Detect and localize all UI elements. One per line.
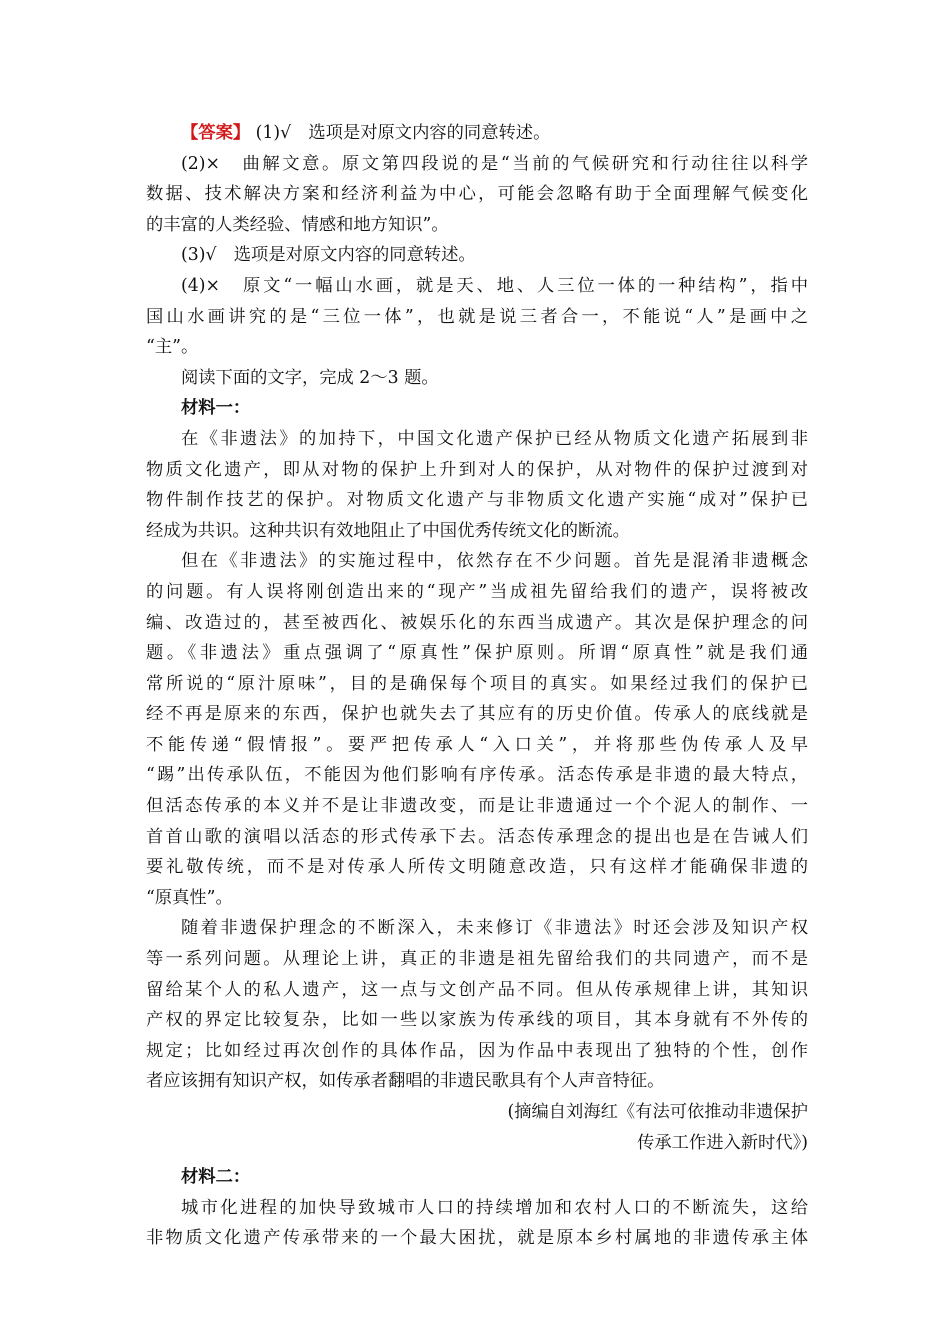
material1-p1-line-3: 物件制作技艺的保护。对物质文化遗产与非物质文化遗产实施“成对”保护已 — [146, 490, 808, 511]
answer-tag: 【答案】 — [181, 123, 251, 143]
material2-p1-line-2: 非物质文化遗产传承带来的一个最大困扰，就是原本乡村属地的非遗传承主体 — [146, 1228, 808, 1249]
material1-p2-line-4: 题。《非遗法》重点强调了“原真性”保护原则。所谓“原真性”就是我们通 — [146, 643, 808, 664]
material1-p3-line-3: 留给某个人的私人遗产，这一点与文创产品不同。但从传承规律上讲，其知识 — [146, 979, 808, 1000]
instruction-line: 阅读下面的文字，完成 2～3 题。 — [181, 367, 439, 388]
material1-source-line-2: 传承工作进入新时代》) — [637, 1132, 808, 1153]
answer-q4-line-2: 国山水画讲究的是“三位一体”，也就是说三者合一，不能说“人”是画中之 — [146, 306, 808, 327]
answer-q1-text: (1)√ 选项是对原文内容的同意转述。 — [250, 123, 551, 143]
material1-p2-line-6: 经不再是原来的东西，保护也就失去了其应有的历史价值。传承人的底线就是 — [146, 704, 808, 725]
material1-p3-line-5: 规定；比如经过再次创作的具体作品，因为作品中表现出了独特的个性，创作 — [146, 1040, 808, 1061]
material1-source-line-1: (摘编自刘海红《有法可依推动非遗保护 — [507, 1102, 808, 1122]
material1-p3-line-2: 等一系列问题。从理论上讲，真正的非遗是祖先留给我们的共同遗产，而不是 — [146, 949, 808, 970]
answer-q2-line-1: (2)× 曲解文意。原文第四段说的是“当前的气候研究和行动往往以科学 — [181, 153, 808, 174]
material1-p3-line-6: 者应该拥有知识产权，如传承者翻唱的非遗民歌具有个人声音特征。 — [146, 1071, 665, 1092]
answer-q2-line-3: 的丰富的人类经验、情感和地方知识”。 — [146, 214, 449, 235]
material1-p2-line-9: 但活态传承的本义并不是让非遗改变，而是让非遗通过一个个泥人的制作、一 — [146, 796, 808, 817]
material2-heading: 材料二： — [181, 1167, 251, 1188]
material1-p3-line-4: 产权的界定比较复杂，比如一些以家族为传承线的项目，其本身就有不外传的 — [146, 1010, 808, 1031]
material1-heading: 材料一： — [181, 398, 251, 419]
material1-p1-line-1: 在《非遗法》的加持下，中国文化遗产保护已经从物质文化遗产拓展到非 — [181, 428, 808, 449]
material1-p2-line-7: 不能传递“假情报”。要严把传承人“入口关”，并将那些伪传承人及早 — [146, 734, 808, 755]
answer-q2-line-2: 数据、技术解决方案和经济利益为中心，可能会忽略有助于全面理解气候变化 — [146, 184, 808, 205]
answer-q4-line-1: (4)× 原文“一幅山水画，就是天、地、人三位一体的一种结构”，指中 — [181, 275, 808, 296]
material1-p1-line-2: 物质文化遗产，即从对物的保护上升到对人的保护，从对物件的保护过渡到对 — [146, 459, 808, 480]
material1-p2-line-5: 常所说的“原汁原味”，目的是确保每个项目的真实。如果经过我们的保护已 — [146, 673, 808, 694]
material1-p2-line-3: 编、改造过的，甚至被西化、被娱乐化的东西当成遗产。其次是保护理念的问 — [146, 612, 808, 633]
document-page — [146, 118, 808, 1254]
answer-q3-line: (3)√ 选项是对原文内容的同意转述。 — [181, 245, 476, 266]
material1-p2-line-12: “原真性”。 — [146, 887, 233, 908]
material1-p2-line-8: “踢”出传承队伍，不能因为他们影响有序传承。活态传承是非遗的最大特点， — [146, 765, 808, 786]
answer-q1-line — [146, 118, 808, 149]
material1-p2-line-1: 但在《非遗法》的实施过程中，依然存在不少问题。首先是混淆非遗概念 — [181, 551, 808, 572]
material1-p1-line-4: 经成为共识。这种共识有效地阻止了中国优秀传统文化的断流。 — [146, 520, 630, 541]
answer-q4-line-3: “主”。 — [146, 337, 199, 358]
material1-p2-line-10: 首首山歌的演唱以活态的形式传承下去。活态传承理念的提出也是在告诫人们 — [146, 826, 808, 847]
material2-p1-line-1: 城市化进程的加快导致城市人口的持续增加和农村人口的不断流失，这给 — [181, 1197, 808, 1218]
material1-p2-line-2: 的问题。有人误将刚创造出来的“现产”当成祖先留给我们的遗产，误将被改 — [146, 581, 808, 602]
material1-p3-line-1: 随着非遗保护理念的不断深入，未来修订《非遗法》时还会涉及知识产权 — [181, 918, 808, 939]
material1-p2-line-11: 要礼敬传统，而不是对传承人所传文明随意改造，只有这样才能确保非遗的 — [146, 857, 808, 878]
